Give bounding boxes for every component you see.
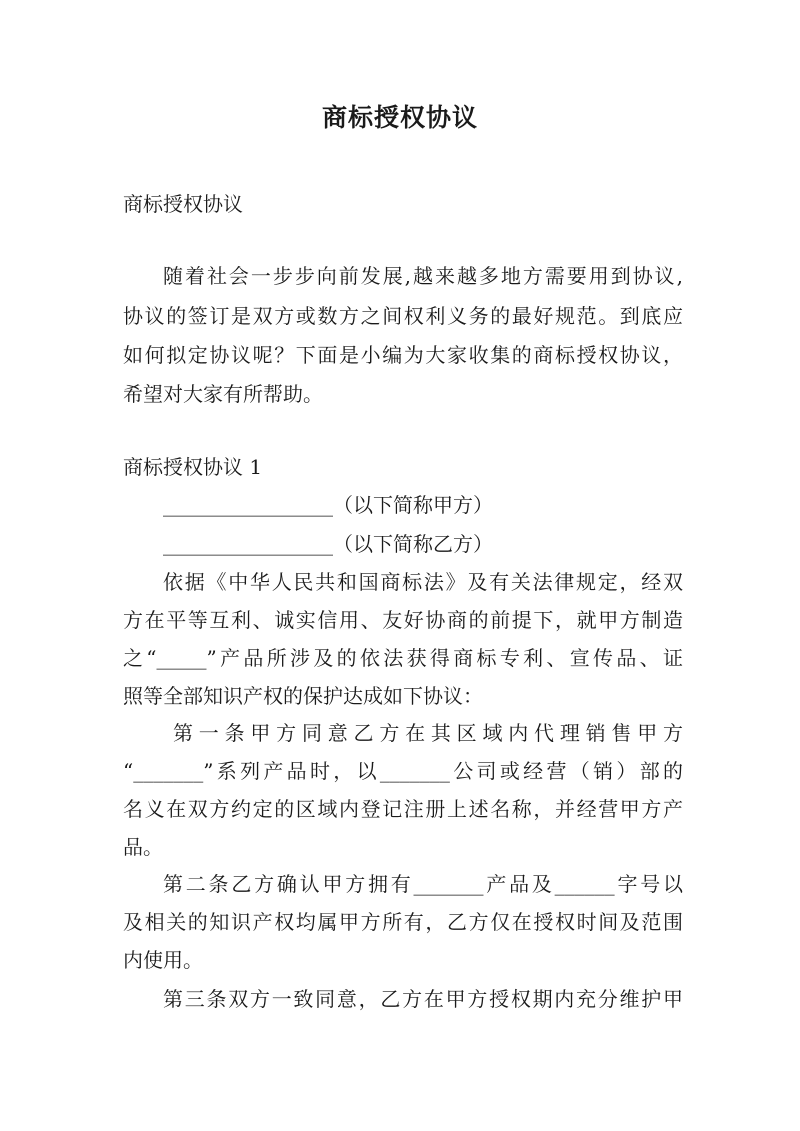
article-2-line-2: 及相关的知识产权均属甲方所有，乙方仅在授权时间及范围 [123, 910, 683, 934]
article-1-line-4: 品。 [123, 835, 163, 859]
intro-line-2: 协议的签订是双方或数方之间权利义务的最好规范。到底应 [123, 304, 683, 328]
article-3-line-1: 第三条双方一致同意，乙方在甲方授权期内充分维护甲 [163, 987, 683, 1011]
article-1-line-1: 第一条甲方同意乙方在其区域内代理销售甲方 [173, 721, 683, 745]
section-heading: 商标授权协议 1 [123, 455, 263, 479]
preamble-line-4: 照等全部知识产权的保护达成如下协议： [123, 684, 483, 708]
preamble-line-3: 之“_____”产品所涉及的依法获得商标专利、宣传品、证 [123, 646, 683, 670]
party-a-line: _________________（以下简称甲方） [163, 493, 493, 517]
article-1-line-2: “_______”系列产品时，以_______公司或经营（销）部的 [123, 759, 683, 783]
preamble-line-1: 依据《中华人民共和国商标法》及有关法律规定，经双 [163, 570, 683, 594]
party-b-line: _________________（以下简称乙方） [163, 532, 493, 556]
intro-line-3: 如何拟定协议呢？下面是小编为大家收集的商标授权协议， [123, 343, 683, 367]
article-2-line-1: 第二条乙方确认甲方拥有_______产品及______字号以 [163, 872, 683, 896]
intro-line-4: 希望对大家有所帮助。 [123, 382, 323, 406]
article-2-line-3: 内使用。 [123, 948, 203, 972]
document-subtitle: 商标授权协议 [123, 192, 243, 216]
document-title: 商标授权协议 [321, 103, 478, 132]
article-1-line-3: 名义在双方约定的区域内登记注册上述名称，并经营甲方产 [123, 797, 683, 821]
intro-line-1: 随着社会一步步向前发展,越来越多地方需要用到协议, [163, 264, 683, 288]
preamble-line-2: 方在平等互利、诚实信用、友好协商的前提下，就甲方制造 [123, 608, 683, 632]
